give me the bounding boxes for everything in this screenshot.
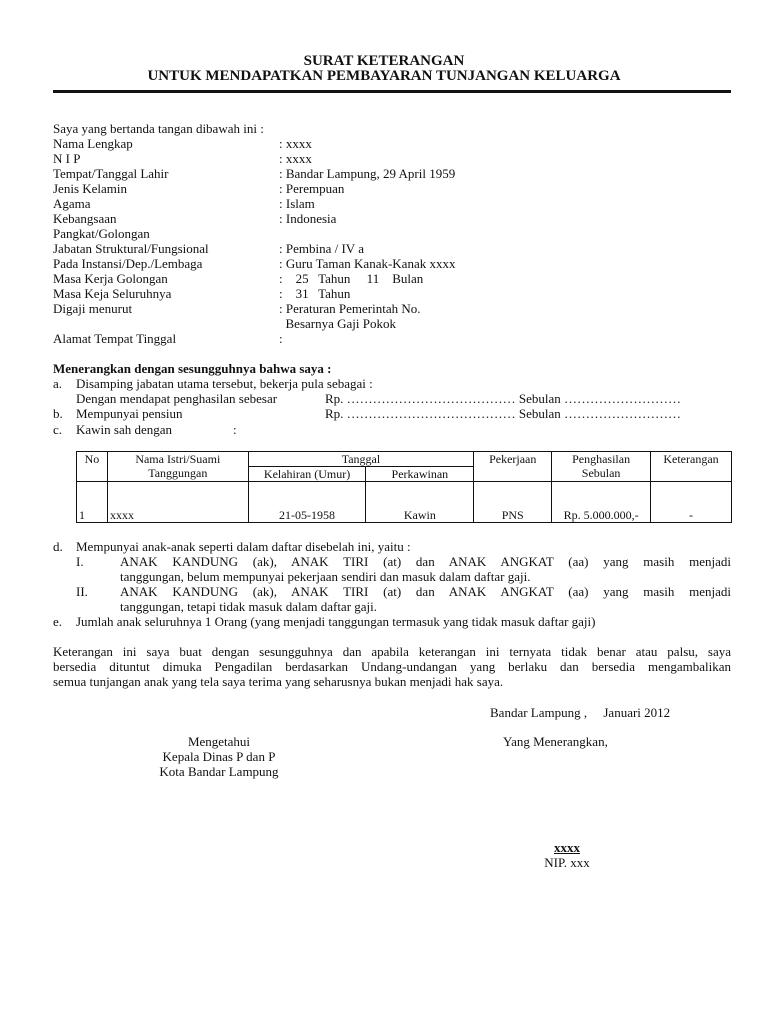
sub-item-marker: II.: [76, 584, 88, 599]
identity-label: Masa Kerja Golongan: [53, 271, 168, 286]
declarant-label: Yang Menerangkan,: [503, 734, 608, 749]
cell-occupation: PNS: [474, 482, 552, 523]
section-heading: Menerangkan dengan sesungguhnya bahwa saya :: [53, 361, 332, 376]
identity-value: : Peraturan Pemerintah No.: [279, 301, 421, 316]
cell-spouse-name: xxxx: [107, 482, 248, 523]
cell-no: 1: [77, 482, 108, 523]
identity-label: Nama Lengkap: [53, 136, 133, 151]
item-marker: a.: [53, 376, 63, 391]
identity-label: Alamat Tempat Tinggal: [53, 331, 177, 346]
identity-value: : Indonesia: [279, 211, 337, 226]
header-remarks: Keterangan: [651, 452, 732, 482]
header-income: Penghasilan Sebulan: [552, 452, 651, 482]
table-header-row: [77, 452, 732, 467]
item-marker: c.: [53, 422, 63, 437]
official-title: Kepala Dinas P dan P: [162, 749, 276, 764]
item-a-text: Disamping jabatan utama tersebut, bekerja pula sebagai :: [76, 376, 373, 391]
closing-line: Keterangan ini saya buat dengan sesungguhnya dan apabila keterangan ini ternyata tidak benar atau palsu, saya: [53, 644, 731, 659]
title-rule: [53, 90, 731, 93]
item-marker: b.: [53, 406, 63, 421]
official-city: Kota Bandar Lampung: [159, 764, 279, 779]
place-date: Bandar Lampung , Januari 2012: [490, 705, 671, 720]
identity-value: : 31 Tahun: [279, 286, 351, 301]
identity-label: Digaji menurut: [53, 301, 133, 316]
spouse-table: [76, 451, 732, 523]
identity-label: Pada Instansi/Dep./Lembaga: [53, 256, 203, 271]
header-birth: Kelahiran (Umur): [248, 467, 366, 482]
item-marker: e.: [53, 614, 63, 629]
document-subtitle: UNTUK MENDAPATKAN PEMBAYARAN TUNJANGAN KELUARGA: [147, 68, 621, 84]
header-occupation: Pekerjaan: [474, 452, 552, 482]
header-no: No: [77, 452, 108, 482]
cell-marriage-status: Kawin: [366, 482, 474, 523]
identity-label: Jenis Kelamin: [53, 181, 128, 196]
identity-value: : Islam: [279, 196, 315, 211]
signer-nip: NIP. xxx: [544, 855, 590, 870]
identity-label: Masa Keja Seluruhnya: [53, 286, 172, 301]
identity-value: : Bandar Lampung, 29 April 1959: [279, 166, 456, 181]
identity-value: : 25 Tahun 11 Bulan: [279, 271, 424, 286]
identity-label: Pangkat/Golongan: [53, 226, 150, 241]
cell-income: Rp. 5.000.000,-: [552, 482, 651, 523]
identity-label: Tempat/Tanggal Lahir: [53, 166, 169, 181]
identity-value: : Pembina / IV a: [279, 241, 364, 256]
acknowledged-label: Mengetahui: [187, 734, 251, 749]
identity-label: Jabatan Struktural/Fungsional: [53, 241, 209, 256]
item-marker: d.: [53, 539, 63, 554]
child-category-i-line1: ANAK KANDUNG (ak), ANAK TIRI (at) dan ANAK ANGKAT (aa) yang masih menjadi: [120, 554, 731, 569]
signer-name: xxxx: [554, 840, 580, 855]
identity-label: Kebangsaan: [53, 211, 117, 226]
item-c-text: Kawin sah dengan: [76, 422, 173, 437]
child-category-i-line2: tanggungan, belum mempunyai pekerjaan sendiri dan masuk dalam daftar gaji.: [120, 569, 531, 584]
header-spouse-name: Nama Istri/Suami Tanggungan: [107, 452, 248, 482]
item-a-income-label: Dengan mendapat penghasilan sebesar: [76, 391, 278, 406]
table-row: [77, 482, 732, 523]
cell-birth-date: 21-05-1958: [248, 482, 366, 523]
child-category-ii-line1: ANAK KANDUNG (ak), ANAK TIRI (at) dan ANAK ANGKAT (aa) yang masih menjadi: [120, 584, 731, 599]
item-b-text: Mempunyai pensiun: [76, 406, 183, 421]
header-marriage: Perkawinan: [366, 467, 474, 482]
document-title: SURAT KETERANGAN: [303, 53, 465, 69]
identity-value: : xxxx: [279, 136, 312, 151]
header-date: Tanggal: [248, 452, 474, 467]
closing-line: semua tunjangan anak yang tela saya terima yang seharusnya bukan menjadi hak saya.: [53, 674, 504, 689]
identity-value: Besarnya Gaji Pokok: [279, 316, 396, 331]
closing-line: bersedia dituntut dimuka Pengadilan berdasarkan Undang-undangan yang berlaku dan bersedia mengambalikan: [53, 659, 731, 674]
identity-value: : Perempuan: [279, 181, 345, 196]
identity-label: Agama: [53, 196, 91, 211]
identity-value: :: [279, 331, 283, 346]
item-e-text: Jumlah anak seluruhnya 1 Orang (yang menjadi tanggungan termasuk yang tidak masuk daftar gaji): [76, 614, 596, 629]
item-a-income-blank: Rp. ………………………………… Sebulan ………………………: [325, 391, 682, 406]
item-c-colon: :: [233, 422, 237, 437]
item-b-pension-blank: Rp. ………………………………… Sebulan ………………………: [325, 406, 682, 421]
identity-value: : xxxx: [279, 151, 312, 166]
cell-remarks: -: [651, 482, 732, 523]
sub-item-marker: I.: [76, 554, 84, 569]
identity-value: : Guru Taman Kanak-Kanak xxxx: [279, 256, 456, 271]
child-category-ii-line2: tanggungan, tetapi tidak masuk dalam daftar gaji.: [120, 599, 378, 614]
identity-label: N I P: [53, 151, 81, 166]
item-d-text: Mempunyai anak-anak seperti dalam daftar disebelah ini, yaitu :: [76, 539, 411, 554]
intro-text: Saya yang bertanda tangan dibawah ini :: [53, 121, 264, 136]
